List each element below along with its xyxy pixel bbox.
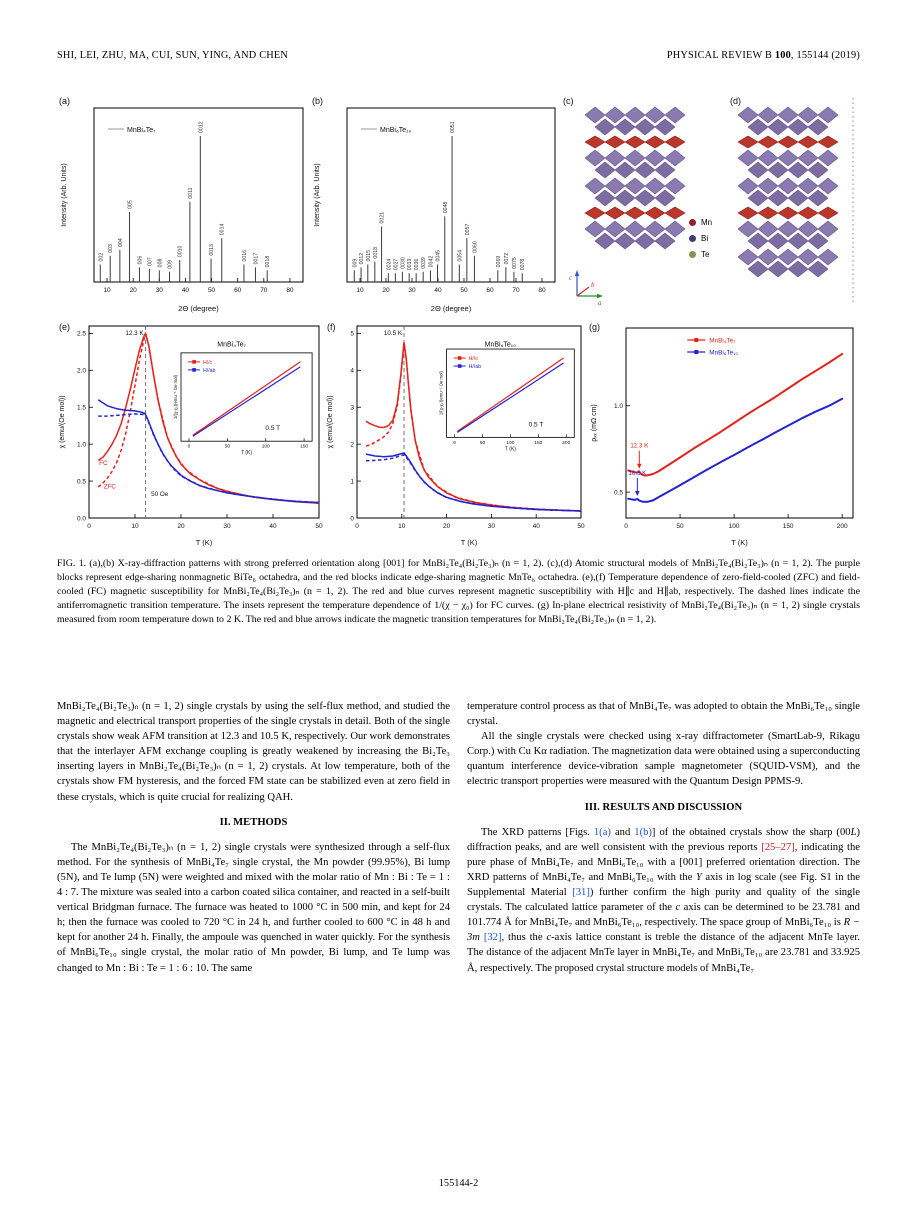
svg-text:T (K): T (K) (195, 538, 213, 547)
svg-text:0018: 0018 (265, 255, 272, 268)
svg-text:0.5: 0.5 (613, 489, 623, 497)
svg-text:60: 60 (234, 287, 242, 294)
svg-text:50: 50 (479, 440, 486, 446)
svg-text:50: 50 (315, 523, 323, 530)
svg-text:200: 200 (562, 440, 571, 446)
svg-text:50: 50 (224, 444, 231, 450)
text-segment: c (546, 932, 552, 944)
svg-text:20: 20 (382, 287, 390, 294)
svg-text:50: 50 (207, 287, 216, 294)
left-column (57, 699, 450, 976)
svg-text:150: 150 (534, 440, 543, 446)
svg-text:ρₓₓ (mΩ cm): ρₓₓ (mΩ cm) (591, 404, 598, 442)
svg-text:0011: 0011 (187, 187, 194, 199)
text-segment: and (610, 826, 635, 838)
svg-text:150: 150 (782, 523, 794, 530)
svg-text:0027: 0027 (393, 258, 400, 271)
svg-text:30: 30 (155, 287, 163, 294)
body-columns (57, 699, 860, 976)
svg-text:T (K): T (K) (241, 450, 253, 457)
svg-text:80: 80 (538, 287, 546, 294)
svg-text:Intensity (Arb. Units): Intensity (Arb. Units) (61, 163, 68, 227)
svg-text:2Θ (degree): 2Θ (degree) (178, 304, 219, 313)
atom-dot (689, 219, 696, 226)
crystal-model-c (561, 92, 701, 310)
svg-text:0017: 0017 (253, 252, 260, 265)
svg-text:0.5: 0.5 (76, 478, 86, 486)
svg-text:20: 20 (177, 523, 185, 530)
svg-text:0: 0 (350, 515, 354, 523)
svg-text:20: 20 (442, 523, 451, 530)
svg-text:H//c: H//c (203, 359, 213, 366)
svg-text:004: 004 (117, 238, 124, 247)
text-segment: The XRD patterns [Figs. (481, 826, 594, 838)
susceptibility-chart-f (324, 318, 586, 548)
svg-text:10.5 K: 10.5 K (383, 330, 403, 337)
svg-text:0069: 0069 (495, 255, 502, 268)
svg-text:0: 0 (87, 523, 91, 530)
svg-text:005: 005 (127, 200, 134, 209)
svg-text:T (K): T (K) (504, 446, 516, 453)
text-segment: Y (695, 871, 702, 883)
citation-link[interactable]: [25–27] (761, 841, 795, 853)
text-segment: axis can be determined to be 23.781 and 101.774 Å for MnBi₄Te₇ and MnBi₆Te₁₀, respectively. The space group of MnBi₆Te₁₀ is (467, 902, 860, 929)
svg-text:1/(χ-χ₀)(emu⁻¹ Oe mol): 1/(χ-χ₀)(emu⁻¹ Oe mol) (438, 371, 444, 416)
svg-text:1.5: 1.5 (76, 404, 86, 412)
atom-label: Bi (701, 234, 709, 243)
svg-text:10.5 K: 10.5 K (628, 470, 647, 477)
svg-text:100: 100 (506, 440, 515, 446)
citation-link[interactable]: [31] (572, 887, 590, 899)
svg-text:b: b (591, 281, 595, 289)
svg-text:10: 10 (131, 523, 139, 530)
svg-text:0060: 0060 (472, 241, 479, 253)
svg-text:009: 009 (352, 258, 359, 268)
svg-text:0: 0 (187, 444, 191, 450)
svg-text:100: 100 (261, 444, 270, 450)
svg-text:0075: 0075 (511, 257, 518, 269)
svg-text:008: 008 (157, 258, 164, 268)
resistivity-chart-g (586, 318, 861, 548)
section-heading-methods: II. METHODS (219, 816, 288, 828)
svg-text:T (K): T (K) (460, 538, 478, 547)
section-heading-results: III. RESULTS AND DISCUSSION (584, 801, 743, 813)
svg-text:0057: 0057 (464, 223, 471, 236)
svg-text:c: c (569, 274, 573, 282)
svg-text:(c): (c) (563, 96, 574, 106)
svg-text:0078: 0078 (520, 258, 527, 271)
svg-text:MnBi₆Te₁₀: MnBi₆Te₁₀ (380, 127, 412, 134)
svg-text:150: 150 (300, 444, 309, 450)
paragraph-methods: The MnBi₂Te₄(Bi₂Te₃)ₙ (n = 1, 2) single crystals were synthesized through a self-flux method. For the synthesis of MnBi₄Te₇ single crystal, the Mn powder (99.95%), Bi lump (5N), and Te lump (5N) were weighted and mixed with the molar ratio of Mn : Bi : Te = 1 : 4 : 7. The mixture was sealed into a carbon coated silica container, and reacted in a self-built vertical Bridgman furnace. The furnace was heated to 1000 °C in 500 min, and kept for 24 h; then the furnace was cooled to 720 °C in 24 h, and further cooled to 600 °C in 48 h and kept for another 24 h. Finally, the ampoule was quenched in water quickly. For the synthesis of MnBi₆Te₁₀ single crystal, the molar ratio of Mn powder, Bi lump, and Te lump was changed to Mn : Bi : Te = 1 : 6 : 10. The same (57, 841, 450, 974)
svg-text:0016: 0016 (241, 249, 248, 262)
svg-text:3: 3 (350, 404, 354, 412)
svg-text:0012: 0012 (198, 121, 205, 133)
svg-text:0021: 0021 (379, 211, 386, 224)
svg-text:2.0: 2.0 (76, 367, 86, 375)
text-segment: c (675, 902, 681, 914)
svg-text:0045: 0045 (435, 249, 442, 262)
svg-text:1.0: 1.0 (613, 403, 623, 411)
svg-text:200: 200 (836, 523, 848, 530)
svg-text:Intensity (Arb. Units): Intensity (Arb. Units) (314, 163, 321, 227)
svg-text:ZFC: ZFC (103, 483, 116, 491)
svg-text:(e): (e) (59, 322, 70, 332)
svg-text:2Θ (degree): 2Θ (degree) (430, 304, 472, 313)
xrd-chart-mnbi4te7 (56, 92, 309, 314)
svg-text:70: 70 (260, 287, 268, 294)
text-segment: ) further confirm the high purity and quality of the single crystals. The calculated lattice parameter of the (467, 887, 860, 914)
svg-text:100: 100 (728, 523, 740, 530)
running-header (57, 50, 860, 61)
svg-text:(d): (d) (730, 96, 741, 106)
svg-text:0015: 0015 (365, 249, 372, 262)
svg-text:003: 003 (108, 244, 115, 253)
text-segment: L (850, 826, 857, 838)
svg-text:50: 50 (676, 523, 684, 530)
citation-link[interactable]: 1(a) (593, 826, 611, 838)
journal-issue: , 155144 (2019) (790, 50, 860, 61)
text-segment: , thus the (501, 932, 547, 944)
svg-text:0051: 0051 (450, 121, 457, 133)
svg-text:1/(χ-χ₀)(emu⁻¹ Oe mol): 1/(χ-χ₀)(emu⁻¹ Oe mol) (173, 374, 178, 420)
journal-volume: 100 (774, 50, 791, 61)
svg-text:0024: 0024 (386, 258, 393, 271)
svg-text:0018: 0018 (372, 247, 379, 259)
svg-text:MnBi₆Te₁₀: MnBi₆Te₁₀ (484, 341, 517, 349)
svg-text:MnBi₄Te₇: MnBi₄Te₇ (709, 337, 736, 345)
atom-dot (689, 251, 696, 258)
legend-item-bi (689, 234, 737, 243)
svg-text:50: 50 (577, 523, 585, 530)
svg-text:0030: 0030 (400, 257, 407, 269)
svg-text:007: 007 (147, 257, 154, 266)
page-footer (0, 1178, 917, 1189)
figure-caption: FIG. 1. (a),(b) X-ray-diffraction patterns with strong preferred orientation along [001] for MnBi₂Te₄(Bi₂Te₃)ₙ (n = 1, 2). (c),(d) Atomic structural models of MnBi₂Te₄(Bi₂Te₃)ₙ (n = 1, 2). The purple blocks represent edge-sharing nonmagnetic BiTe₆ octahedra, and the red blocks indicate edge-sharing magnetic MnTe₆ octahedra. (e),(f) Temperature dependence of zero-field-cooled (ZFC) and field-cooled (FC) magnetic susceptibility for MnBi₂Te₄(Bi₂Te₃)ₙ (n = 1, 2). The red and blue curves represent magnetic susceptibility with H∥c and H∥ab, respectively. The dashed lines indicate the antiferromagnetic transition temperature. The insets represent the temperature dependence of 1/(χ − χ₀) for FC curves. (g) In-plane electrical resistivity of MnBi₂Te₄(Bi₂Te₃)ₙ (n = 1, 2) single crystals measured from room temperature down to 2 K. The red and blue arrows indicate the magnetic transition temperatures for MnBi₂Te₄(Bi₂Te₃)ₙ (n = 1, 2). (57, 558, 860, 625)
figure-1 (56, 92, 862, 550)
svg-text:0072: 0072 (503, 252, 510, 265)
svg-text:(f): (f) (327, 322, 336, 332)
right-column (467, 699, 860, 976)
xrd-chart-mnbi6te10 (309, 92, 561, 314)
svg-text:50: 50 (460, 287, 468, 294)
svg-text:40: 40 (181, 287, 190, 294)
svg-text:30: 30 (223, 523, 231, 530)
svg-text:002: 002 (98, 252, 105, 262)
svg-text:70: 70 (512, 287, 520, 294)
paragraph-methods-cont: temperature control process as that of MnBi₄Te₇ was adopted to obtain the MnBi₆Te₁₀ single crystal. (467, 701, 860, 728)
svg-text:MnBi₄Te₇: MnBi₄Te₇ (217, 341, 246, 349)
svg-text:50 Oe: 50 Oe (151, 490, 169, 498)
svg-text:20: 20 (129, 287, 137, 294)
atom-dot (689, 235, 696, 242)
svg-text:0054: 0054 (457, 249, 464, 262)
svg-text:χ (emu/(Oe mol)): χ (emu/(Oe mol)) (59, 395, 66, 449)
svg-text:(b): (b) (312, 96, 323, 106)
running-authors: SHI, LEI, ZHU, MA, CUI, SUN, YING, AND CHEN (57, 50, 289, 61)
svg-text:1.0: 1.0 (76, 441, 86, 449)
svg-text:2.5: 2.5 (76, 330, 86, 338)
svg-text:MnBi₄Te₇: MnBi₄Te₇ (127, 127, 156, 134)
svg-text:0.0: 0.0 (76, 515, 86, 523)
svg-text:H//ab: H//ab (203, 367, 216, 374)
text-segment: -axis lattice constant is treble the distance of the adjacent MnTe layer. The distance of the adjacent MnTe layer in MnBi₄Te₇ and MnBi₆Te₁₀ are 23.781 and 33.925 Å, respectively. The proposed crystal structure models of MnBi₄Te₇ (467, 932, 861, 974)
svg-text:0010: 0010 (177, 245, 184, 258)
paragraph-results (467, 825, 860, 976)
svg-text:0012: 0012 (359, 252, 366, 265)
svg-text:0: 0 (624, 523, 628, 530)
svg-text:a: a (598, 299, 602, 307)
paragraph-intro: MnBi₂Te₄(Bi₂Te₃)ₙ (n = 1, 2) single crystals by using the self-flux method, and studied the magnetic and electrical transport properties of the single crystals in detail. Both of the single crystals show weak AFM transition at 12.3 and 10.5 K, respectively. Our work demonstrates that the interlayer AFM exchange coupling is greatly weakened by increasing the Bi₂Te₃ inserting layers in MnBi₂Te₄(Bi₂Te₃)ₙ (n = 1, 2) crystals. At low temperature, both of the crystals show FM hysteresis, and the forced FM state can be stabilized even at zero field in these crystals, which is quite crucial for realizing QAH. (57, 701, 450, 803)
atom-legend (689, 218, 737, 266)
citation-link[interactable]: 1(b) (634, 826, 652, 838)
svg-text:30: 30 (408, 287, 416, 294)
svg-text:0.5 T: 0.5 T (528, 421, 544, 429)
susceptibility-chart-e (56, 318, 324, 548)
svg-text:10: 10 (356, 287, 364, 294)
svg-text:0: 0 (453, 440, 456, 446)
svg-text:30: 30 (487, 523, 496, 530)
svg-text:006: 006 (137, 255, 144, 265)
svg-text:80: 80 (286, 287, 294, 294)
svg-text:4: 4 (350, 367, 354, 375)
svg-text:5: 5 (350, 330, 354, 338)
svg-text:12.3 K: 12.3 K (630, 442, 649, 450)
journal-line (667, 50, 860, 61)
svg-text:0033: 0033 (407, 258, 414, 271)
svg-text:40: 40 (434, 287, 442, 294)
svg-text:0042: 0042 (428, 255, 435, 268)
svg-text:0: 0 (355, 523, 359, 530)
svg-text:FC: FC (99, 459, 108, 467)
text-segment: axis in log scale (see Fig. S1 in the Supplemental Material (467, 871, 860, 899)
svg-text:1: 1 (350, 478, 354, 486)
svg-text:40: 40 (532, 523, 540, 530)
svg-text:10: 10 (398, 523, 406, 530)
svg-text:009: 009 (167, 260, 174, 269)
svg-text:T (K): T (K) (731, 538, 748, 547)
svg-text:(g): (g) (589, 322, 600, 332)
journal-name: PHYSICAL REVIEW B (666, 50, 775, 61)
text-segment: ) diffraction peaks, and are well consistent with the previous reports (467, 826, 860, 853)
crystal-model-d (728, 92, 861, 310)
svg-text:12.3 K: 12.3 K (125, 330, 144, 337)
svg-text:0048: 0048 (442, 201, 449, 214)
svg-text:MnBi₆Te₁₀: MnBi₆Te₁₀ (709, 349, 738, 357)
svg-text:60: 60 (486, 287, 494, 294)
svg-text:0014: 0014 (219, 223, 226, 236)
svg-text:0039: 0039 (421, 257, 428, 269)
svg-text:χ (emu/(Oe mol)): χ (emu/(Oe mol)) (327, 395, 334, 449)
atom-label: Mn (701, 218, 713, 227)
svg-text:0.5 T: 0.5 T (265, 425, 281, 433)
svg-text:H//ab: H//ab (468, 364, 482, 371)
paragraph-characterization: All the single crystals were checked using x-ray diffractometer (SmartLab-9, Rikagu Corp.) with Cu Kα radiation. The magnetization data were obtained using a superconducting quantum interference device-vibration sample magnetometer (SQUID-VSM), and the electric transport properties were measured with the Quantum Design PPMS-9. (467, 731, 860, 788)
svg-text:40: 40 (269, 523, 277, 530)
svg-text:2: 2 (350, 441, 354, 449)
svg-text:(a): (a) (59, 96, 70, 106)
text-segment: ] of the obtained crystals show the sharp (00 (651, 826, 851, 838)
citation-link[interactable]: [32] (483, 932, 502, 944)
atom-label: Te (701, 250, 710, 259)
svg-text:10: 10 (103, 287, 111, 294)
page-number: 155144-2 (438, 1178, 479, 1189)
text-segment: R − 3m (467, 917, 860, 944)
text-segment: , indicating the pure phase of MnBi₄Te₇ and MnBi₆Te₁₀ with a [001] preferred orientation direction. The XRD patterns of MnBi₄Te₇ and MnBi₆Te₁₀ with the (467, 841, 860, 883)
svg-text:0036: 0036 (414, 258, 421, 271)
svg-text:0013: 0013 (209, 244, 216, 256)
svg-text:H//c: H//c (468, 356, 478, 363)
legend-item-te (689, 250, 737, 259)
legend-item-mn (689, 218, 737, 227)
